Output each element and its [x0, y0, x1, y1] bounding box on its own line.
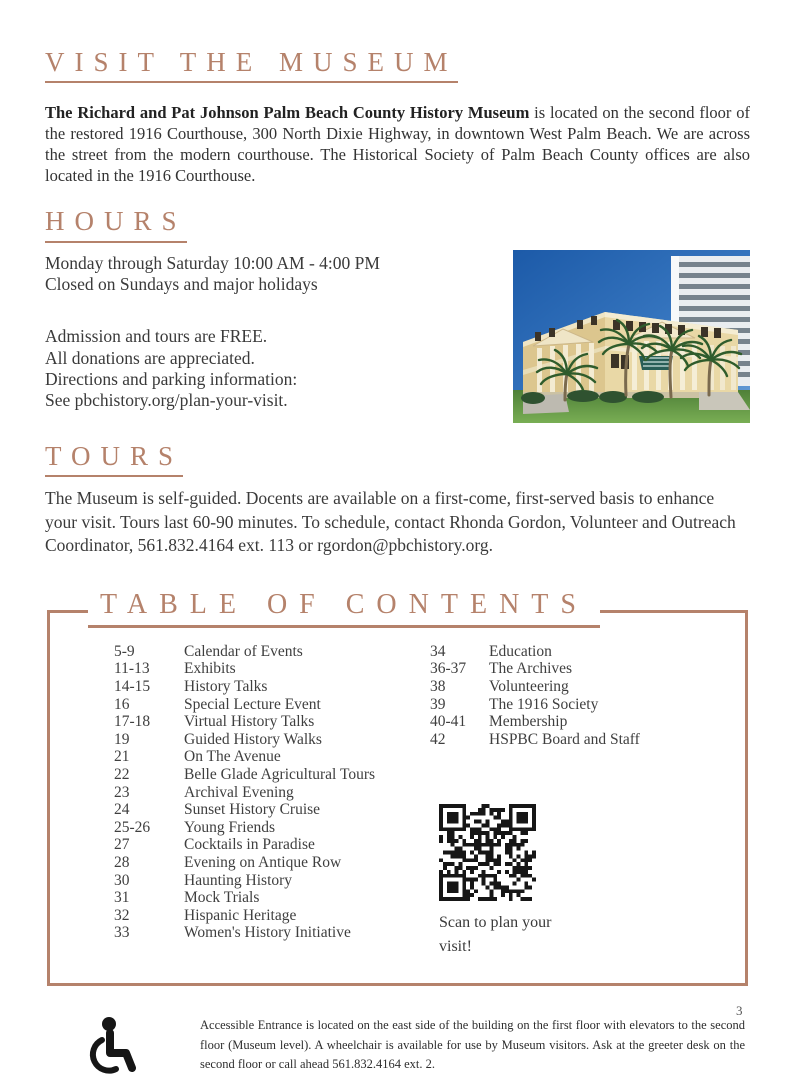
toc-entry: [430, 660, 745, 678]
toc-entry-title: Membership: [489, 713, 568, 731]
toc-entry-title: Education: [489, 642, 552, 660]
museum-name-bold: The Richard and Pat Johnson Palm Beach County History Museum: [45, 103, 530, 123]
hours-schedule: [45, 253, 475, 296]
qr-block: [439, 804, 745, 959]
hours-line: Closed on Sundays and major holidays: [45, 273, 318, 294]
toc-entry: [430, 678, 745, 696]
toc-page-numbers: 5-9: [114, 642, 135, 660]
toc-entry: [114, 907, 430, 925]
toc-left-column: [114, 643, 430, 960]
toc-entry-title: Haunting History: [184, 871, 293, 889]
toc-entry: [430, 731, 745, 749]
toc-page-numbers: 25-26: [114, 818, 151, 836]
toc-page-numbers: 19: [114, 730, 130, 748]
intro-paragraph: [45, 103, 750, 187]
admission-line: Directions and parking information:: [45, 368, 298, 389]
toc-page-numbers: 33: [114, 924, 130, 942]
table-of-contents-heading: TABLE OF CONTENTS: [88, 589, 600, 628]
qr-code: [439, 804, 536, 901]
admission-line: All donations are appreciated.: [45, 347, 255, 368]
toc-page-numbers: 16: [114, 695, 130, 713]
toc-entry: [114, 696, 430, 714]
toc-page-numbers: 34: [430, 642, 446, 660]
toc-page-numbers: 36-37: [430, 660, 467, 678]
toc-right-list: [430, 643, 745, 749]
toc-entry: [114, 660, 430, 678]
toc-page-numbers: 22: [114, 765, 130, 783]
wheelchair-accessibility-icon: [85, 1016, 137, 1083]
qr-caption: Scan to plan your visit!: [439, 914, 552, 956]
toc-entry-title: HSPBC Board and Staff: [489, 730, 640, 748]
toc-entry-title: Women's History Initiative: [184, 924, 351, 942]
toc-page-numbers: 14-15: [114, 677, 151, 695]
toc-page-numbers: 11-13: [114, 660, 150, 678]
toc-entry: [114, 784, 430, 802]
admission-line: Admission and tours are FREE.: [45, 326, 268, 347]
toc-entry-title: Archival Evening: [184, 783, 294, 801]
toc-entry: [114, 819, 430, 837]
toc-page-numbers: 38: [430, 677, 446, 695]
toc-entry-title: Belle Glade Agricultural Tours: [184, 765, 376, 783]
toc-entry-title: The 1916 Society: [489, 695, 599, 713]
toc-entry: [114, 801, 430, 819]
toc-entry: [114, 889, 430, 907]
toc-entry: [114, 678, 430, 696]
toc-entry-title: Volunteering: [489, 677, 569, 695]
toc-page-numbers: 27: [114, 836, 130, 854]
hours-heading: HOURS: [45, 207, 187, 242]
toc-entry: [114, 872, 430, 890]
toc-entry: [114, 731, 430, 749]
toc-entry-title: Guided History Walks: [184, 730, 322, 748]
toc-page-numbers: 31: [114, 889, 130, 907]
toc-entry: [114, 713, 430, 731]
toc-page-numbers: 23: [114, 783, 130, 801]
toc-entry-title: Hispanic Heritage: [184, 906, 297, 924]
toc-entry-title: Mock Trials: [184, 889, 260, 907]
toc-entry-title: On The Avenue: [184, 748, 281, 766]
tours-heading: TOURS: [45, 442, 183, 477]
accessibility-text: Accessible Entrance is located on the east side of the building on the first floor with elevators to the second floor (Museum level). A wheelchair is available for use by Museum visitors. Ask at the greeter desk on the second floor or call ahead 561.832.4164 ext. 2.: [200, 1018, 745, 1072]
toc-entry-title: Evening on Antique Row: [184, 853, 342, 871]
toc-entry: [114, 766, 430, 784]
toc-entry: [114, 854, 430, 872]
toc-page-numbers: 21: [114, 748, 130, 766]
toc-entry-title: Virtual History Talks: [184, 713, 315, 731]
hours-line: Monday through Saturday 10:00 AM - 4:00 PM: [45, 252, 380, 273]
admission-info: [45, 326, 475, 411]
page-number: 3: [736, 1003, 743, 1018]
toc-page-numbers: 30: [114, 871, 130, 889]
toc-page-numbers: 17-18: [114, 713, 151, 731]
visit-the-museum-heading: VISIT THE MUSEUM: [45, 48, 458, 83]
toc-page-numbers: 28: [114, 853, 130, 871]
toc-entry: [430, 643, 745, 661]
toc-entry: [114, 836, 430, 854]
toc-page-numbers: 24: [114, 801, 130, 819]
toc-page-numbers: 32: [114, 906, 130, 924]
toc-page-numbers: 42: [430, 730, 446, 748]
toc-entry-title: Young Friends: [184, 818, 276, 836]
document-page: [0, 48, 795, 1072]
toc-entry-title: The Archives: [489, 660, 573, 678]
toc-page-numbers: 39: [430, 695, 446, 713]
toc-entry-title: Exhibits: [184, 660, 236, 678]
tours-paragraph: The Museum is self-guided. Docents are available on a first-come, first-served basis to enhance your visit. Tours last 60-90 minutes. To schedule, contact Rhonda Gordon, Volunteer and Outreach Coordinator, 561.832.4164 ext. 113 or rgordon@pbchistory.org.: [45, 487, 736, 556]
toc-entry-title: Cocktails in Paradise: [184, 836, 315, 854]
toc-entry-title: Sunset History Cruise: [184, 801, 321, 819]
toc-right-column: [430, 643, 745, 960]
admission-line: See pbchistory.org/plan-your-visit.: [45, 390, 288, 411]
accessibility-footer: [85, 1016, 745, 1083]
toc-entry: [430, 696, 745, 714]
table-of-contents-box: [47, 588, 748, 987]
toc-entry: [430, 713, 745, 731]
toc-entry-title: History Talks: [184, 677, 268, 695]
toc-entry: [114, 748, 430, 766]
toc-entry: [114, 924, 430, 942]
toc-entry-title: Calendar of Events: [184, 642, 303, 660]
intro-text: is located on the second floor of the restored 1916 Courthouse, 300 North Dixie Highway, in downtown West Palm Beach. We are across the street from the modern courthouse. The Historical Society of Palm Beach County offices are also located in the 1916 Courthouse.: [45, 103, 750, 186]
courthouse-photo: [513, 250, 750, 423]
toc-entry-title: Special Lecture Event: [184, 695, 321, 713]
toc-entry: [114, 643, 430, 661]
toc-page-numbers: 40-41: [430, 713, 467, 731]
